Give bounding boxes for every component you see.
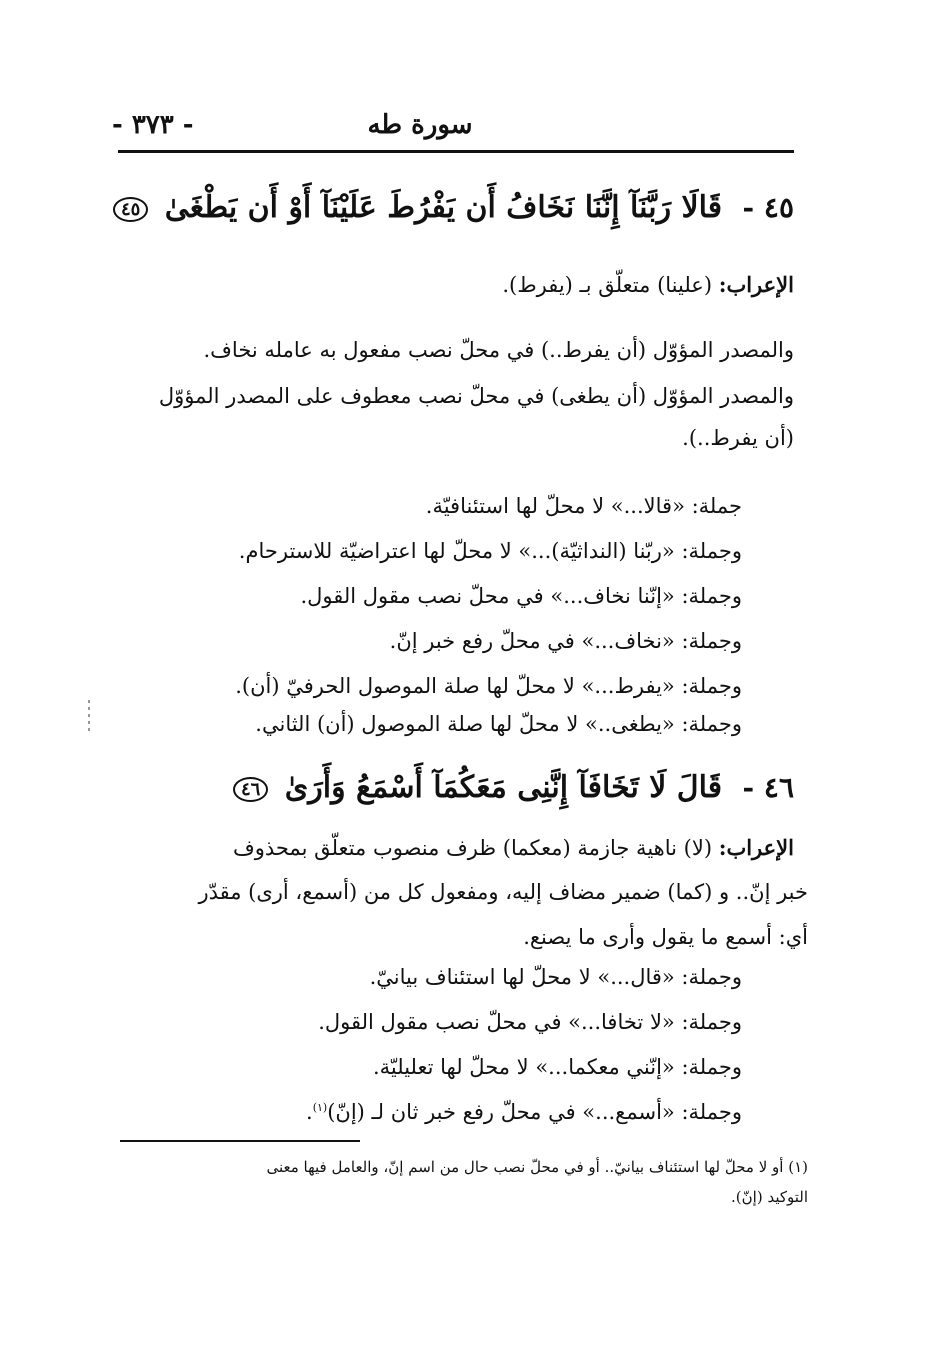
jumla-line: وجملة: «إنّني معكما...» لا محلّ لها تعليليّة.	[372, 1055, 742, 1079]
footnote-line: (١) أو لا محلّ لها استئناف بيانيّ.. أو في محلّ نصب حال من اسم إنّ، والعامل فيها معنى	[266, 1158, 808, 1176]
jumla-end: .	[306, 1100, 313, 1124]
footnote-reference: (١)	[312, 1101, 328, 1114]
jumla-line: وجملة: «نخاف...» في محلّ رفع خبر إنّ.	[389, 629, 742, 653]
i3rab-text: (علينا) متعلّق بـ (يفرط).	[502, 273, 713, 297]
jumla-line: وجملة: «يفرط...» لا محلّ لها صلة الموصول الحرفيّ (أن).	[235, 674, 742, 698]
jumla-line: جملة: «قالا...» لا محلّ لها استئنافيّة.	[425, 494, 742, 518]
i3rab-line	[233, 835, 794, 860]
jumla-line: وجملة: «لا تخافا...» في محلّ نصب مقول القول.	[318, 1010, 742, 1034]
margin-mark	[88, 700, 90, 734]
verse-number: ٤٦ -	[742, 771, 794, 804]
jumla-line: وجملة: «إنّنا نخاف...» في محلّ نصب مقول القول.	[300, 584, 742, 608]
paragraph-line: خبر إنّ.. و (كما) ضمير مضاف إليه، ومفعول كل من (أسمع، أرى) مقدّر	[198, 880, 808, 904]
paragraph-line: والمصدر المؤوّل (أن يفرط..) في محلّ نصب مفعول به عامله نخاف.	[203, 338, 794, 362]
page-number: - ٣٧٣ -	[112, 110, 194, 140]
ayah-end-mark: ٤٦	[233, 777, 268, 802]
footnote-rule	[120, 1140, 360, 1142]
jumla-line: وجملة: «يطغى..» لا محلّ لها صلة الموصول (أن) الثاني.	[255, 712, 742, 736]
i3rab-label: الإعراب:	[718, 835, 794, 860]
jumla-text: وجملة: «أسمع...» في محلّ رفع خبر ثان لـ (إنّ)	[327, 1100, 742, 1124]
verse-46	[233, 770, 794, 805]
paragraph-line: والمصدر المؤوّل (أن يطغى) في محلّ نصب معطوف على المصدر المؤوّل	[158, 384, 794, 408]
jumla-line: وجملة: «ربّنا (النداثيّة)...» لا محلّ لها اعتراضيّة للاسترحام.	[238, 539, 742, 563]
jumla-line: وجملة: «قال...» لا محلّ لها استئناف بيانيّ.	[369, 965, 742, 989]
jumla-line	[306, 1100, 742, 1124]
verse-number: ٤٥ -	[742, 191, 794, 224]
ayah-end-mark: ٤٥	[113, 197, 148, 222]
i3rab-line	[502, 272, 794, 297]
verse-text: قَالَا رَبَّنَآ إِنَّنَا نَخَافُ أَن يَفْرُطَ عَلَيْنَآ أَوْ أَن يَطْغَىٰ	[164, 190, 723, 225]
i3rab-text: (لا) ناهية جازمة (معكما) ظرف منصوب متعلّق بمحذوف	[232, 836, 713, 860]
verse-45	[113, 190, 794, 225]
paragraph-line: أي: أسمع ما يقول وأرى ما يصنع.	[523, 925, 808, 949]
paragraph-line: (أن يفرط..).	[682, 426, 794, 450]
verse-text: قَالَ لَا تَخَافَآ إِنَّنِى مَعَكُمَآ أَسْمَعُ وَأَرَىٰ	[284, 770, 723, 805]
i3rab-label: الإعراب:	[718, 272, 794, 297]
header-rule	[118, 150, 794, 153]
footnote-line: التوكيد (إنّ).	[731, 1188, 808, 1206]
surah-title: سورة طه	[367, 110, 473, 140]
